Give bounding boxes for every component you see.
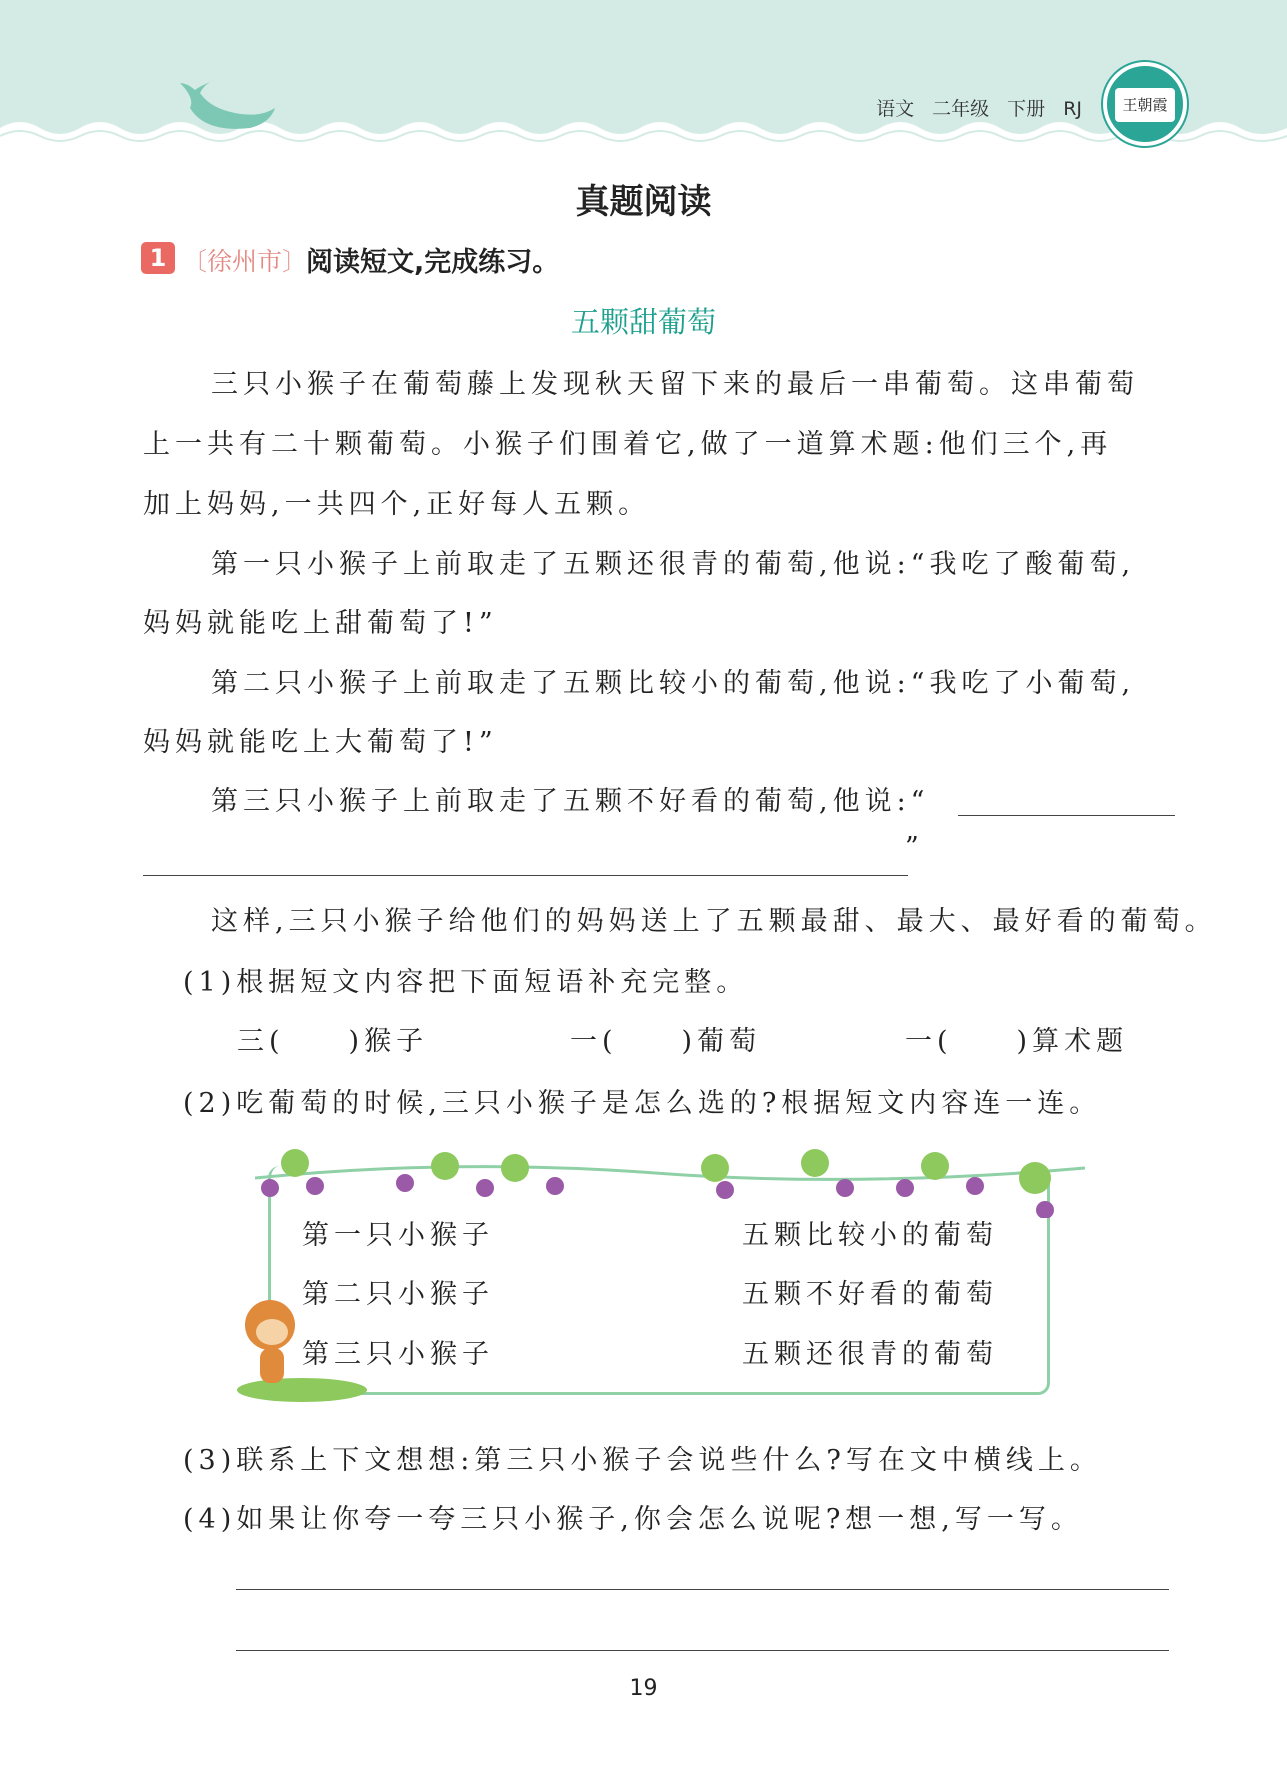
story-title: 五颗甜葡萄 — [570, 305, 716, 339]
section-title: 真题阅读 — [575, 182, 712, 222]
q2-text: (2)吃葡萄的时候,三只小猴子是怎么选的?根据短文内容连一连。 — [183, 1088, 1102, 1119]
book-info: 语文 二年级 下册 RJ — [876, 98, 1082, 120]
question-source: 〔徐州市〕 — [182, 247, 308, 276]
match-right-item[interactable]: 五颗还很青的葡萄 — [742, 1339, 998, 1370]
answer-line[interactable] — [236, 1589, 1169, 1590]
answer-blank-1[interactable] — [958, 815, 1175, 816]
story-line: 第一只小猴子上前取走了五颗还很青的葡萄,他说:“我吃了酸葡萄, — [211, 549, 1136, 580]
story-line: 三只小猴子在葡萄藤上发现秋天留下来的最后一串葡萄。这串葡萄 — [211, 369, 1139, 400]
story-line: 上一共有二十颗葡萄。小猴子们围着它,做了一道算术题:他们三个,再 — [143, 429, 1113, 460]
match-left-item[interactable]: 第三只小猴子 — [302, 1339, 494, 1370]
match-right-item[interactable]: 五颗比较小的葡萄 — [742, 1220, 998, 1251]
answer-line[interactable] — [236, 1650, 1169, 1651]
question-number: 1 — [141, 242, 175, 274]
brand-logo: 王朝霞 — [1103, 62, 1187, 146]
story-line: 第二只小猴子上前取走了五颗比较小的葡萄,他说:“我吃了小葡萄, — [211, 668, 1136, 699]
q1-text: (1)根据短文内容把下面短语补充完整。 — [183, 967, 749, 998]
q3-text: (3)联系上下文想想:第三只小猴子会说些什么?写在文中横线上。 — [183, 1445, 1102, 1476]
match-left-item[interactable]: 第二只小猴子 — [302, 1279, 494, 1310]
story-line: 妈妈就能吃上甜葡萄了!” — [143, 608, 498, 639]
story-line: 妈妈就能吃上大葡萄了!” — [143, 727, 498, 758]
question-instruction: 阅读短文,完成练习。 — [306, 247, 560, 278]
q1-item[interactable]: 一( )葡萄 — [570, 1026, 762, 1057]
match-right-item[interactable]: 五颗不好看的葡萄 — [742, 1279, 998, 1310]
story-line: ” — [905, 832, 924, 863]
q1-item[interactable]: 一( )算术题 — [905, 1026, 1129, 1057]
q4-text: (4)如果让你夸一夸三只小猴子,你会怎么说呢?想一想,写一写。 — [183, 1504, 1083, 1535]
match-left-item[interactable]: 第一只小猴子 — [302, 1220, 494, 1251]
q1-item[interactable]: 三( )猴子 — [237, 1026, 429, 1057]
whale-icon — [175, 78, 285, 133]
answer-blank-2[interactable] — [143, 875, 908, 876]
grape-vine-decoration — [255, 1138, 1085, 1218]
story-line: 加上妈妈,一共四个,正好每人五颗。 — [143, 489, 651, 520]
page-number: 19 — [629, 1676, 658, 1701]
story-line: 第三只小猴子上前取走了五颗不好看的葡萄,他说:“ — [211, 786, 930, 817]
story-line: 这样,三只小猴子给他们的妈妈送上了五颗最甜、最大、最好看的葡萄。 — [211, 906, 1217, 937]
